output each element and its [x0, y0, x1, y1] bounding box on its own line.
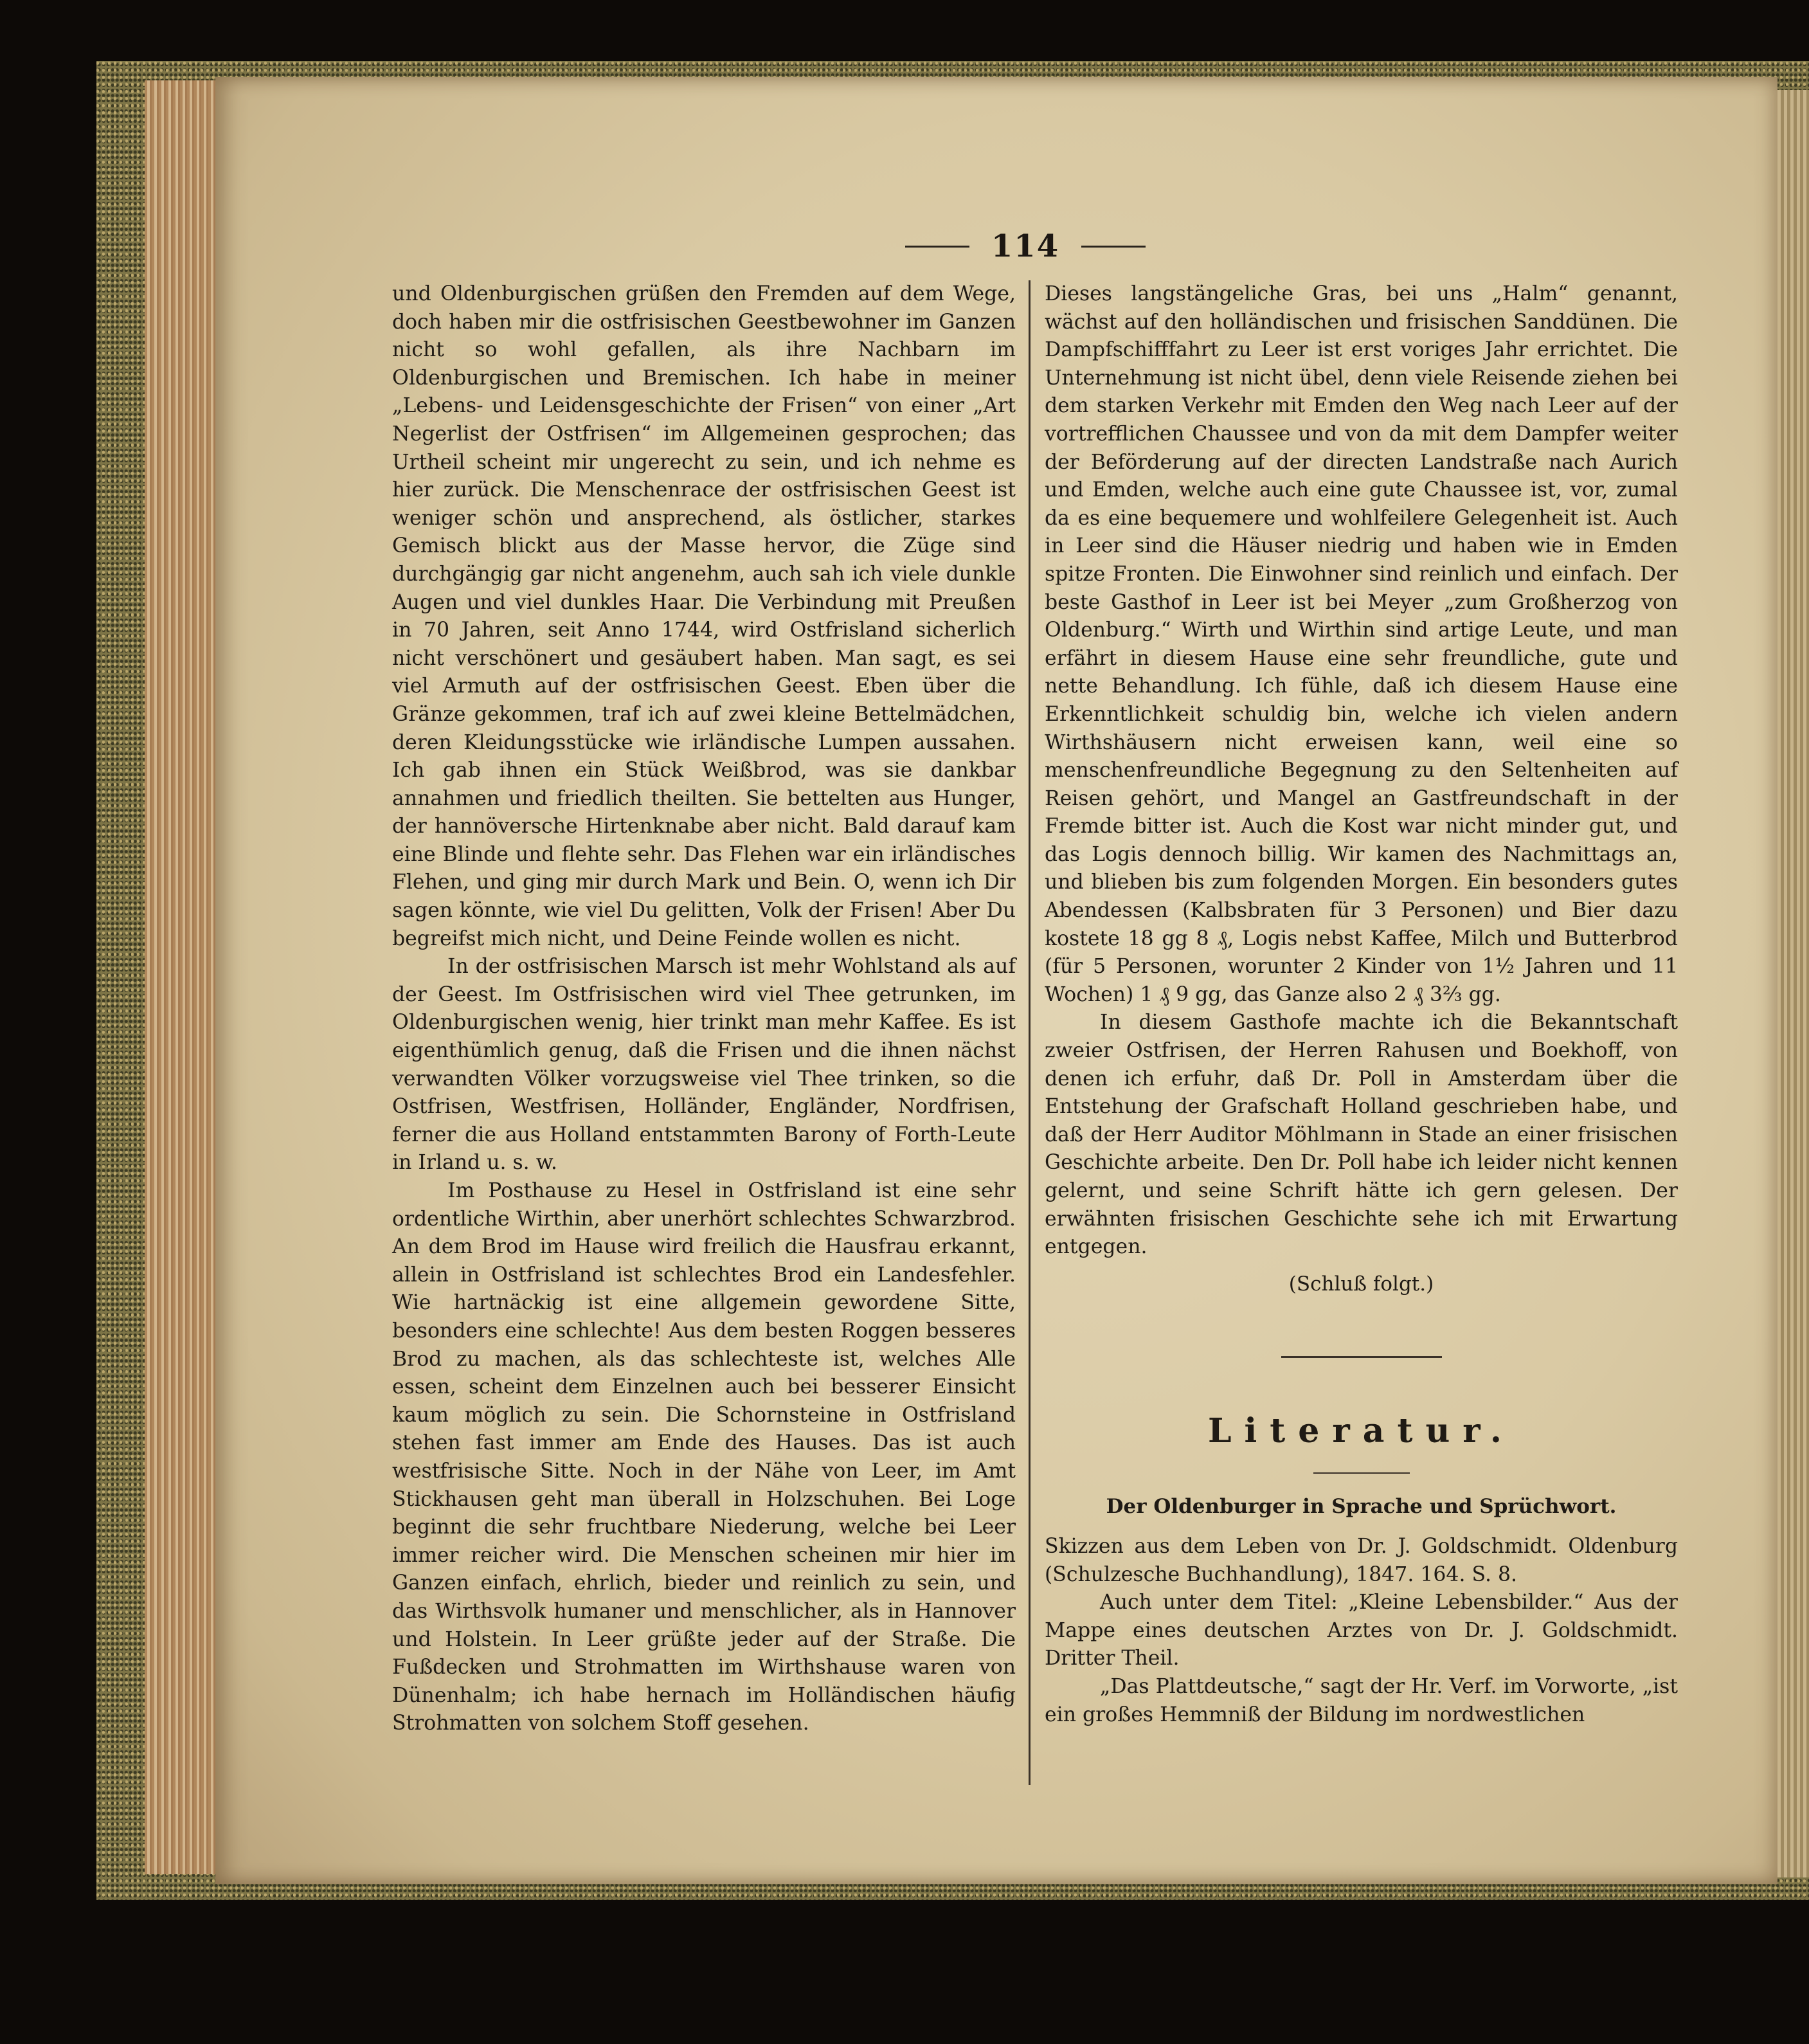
left-column: [392, 280, 1016, 1738]
paragraph: und Oldenburgischen grüßen den Fremden auf dem Wege, doch haben mir die ostfrisischen Geestbewohner im Ganzen nicht so wohl gefallen, als ihre Nachbarn im Oldenburgischen und Bremischen. Ich habe in meiner „Lebens- und Leidensgeschichte der Frisen“ von einer „Art Negerlist der Ostfrisen“ im Allgemeinen gesprochen; das Urtheil scheint mir ungerecht zu sein, und ich nehme es hier zurück. Die Menschenrace der ostfrisischen Geest ist weniger schön und ansprechend, als östlicher, starkes Gemisch blickt aus der Masse hervor, die Züge sind durchgängig gar nicht angenehm, auch sah ich viele dunkle Augen und viel dunkles Haar. Die Verbindung mit Preußen in 70 Jahren, seit Anno 1744, wird Ostfrisland sicherlich nicht verschönert und gesäubert haben. Man sagt, es sei viel Armuth auf der ostfrisischen Geest. Eben über die Gränze gekommen, traf ich auf zwei kleine Bettelmädchen, deren Kleidungsstücke wie irländische Lumpen aussahen. Ich gab ihnen ein Stück Weißbrod, was sie dankbar annahmen und friedlich theilten. Sie bettelten aus Hunger, der hannöversche Hirtenknabe aber nicht. Bald darauf kam eine Blinde und flehte sehr. Das Flehen war ein irländisches Flehen, und ging mir durch Mark und Bein. O, wenn ich Dir sagen könnte, wie viel Du gelitten, Volk der Frisen! Aber Du begreifst mich nicht, und Deine Feinde wollen es nicht.: [392, 282, 1016, 950]
paragraph: „Das Plattdeutsche,“ sagt der Hr. Verf. im Vorworte, „ist ein großes Hemmniß der Bildung im nordwestlichen: [1045, 1674, 1678, 1726]
paragraph: In der ostfrisischen Marsch ist mehr Wohlstand als auf der Geest. Im Ostfrisischen wird viel Thee getrunken, im Oldenburgischen wenig, hier trinkt man mehr Kaffee. Es ist eigenthümlich genug, daß die Frisen und die ihnen nächst verwandten Völker vorzugsweise viel Thee trinken, so die Ostfrisen, Westfrisen, Holländer, Engländer, Nordfrisen, ferner die aus Holland entstammten Barony of Forth-Leute in Irland u. s. w.: [392, 955, 1016, 1175]
continuation-note: (Schluß folgt.): [1288, 1272, 1434, 1296]
review-title: Der Oldenburger in Sprache und Sprüchwort.: [1106, 1495, 1617, 1519]
paragraph: In diesem Gasthofe machte ich die Bekanntschaft zweier Ostfrisen, der Herren Rahusen und Boekhoff, von denen ich erfuhr, daß Dr. Poll in Amsterdam über die Entstehung der Grafschaft Holland geschrieben habe, und daß der Herr Auditor Möhlmann in Stade an einer frisischen Geschichte arbeite. Den Dr. Poll habe ich leider nicht kennen gelernt, und seine Schrift hätte ich gern gelesen. Der erwähnten frisischen Geschichte sehe ich mit Erwartung entgegen.: [1045, 1011, 1678, 1259]
paragraph: Im Posthause zu Hesel in Ostfrisland ist eine sehr ordentliche Wirthin, aber unerhört schlechtes Schwarzbrod. An dem Brod im Hause wird freilich die Hausfrau erkannt, allein in Ostfrisland ist schlechtes Brod ein Landesfehler. Wie hartnäckig ist eine allgemein gewordene Sitte, besonders eine schlechte! Aus dem besten Roggen besseres Brod zu machen, als das schlechteste ist, welches Alle essen, scheint dem Einzelnen auch bei besserer Einsicht kaum möglich zu sein. Die Schornsteine in Ostfrisland stehen fast immer am Ende des Hauses. Das ist auch westfrisische Sitte. Noch in der Nähe von Leer, im Amt Stickhausen geht man überall in Holzschuhen. Bei Loge beginnt die sehr fruchtbare Niederung, welche bei Leer immer reicher wird. Die Menschen scheinen mir hier im Ganzen einfach, ehrlich, bieder und reinlich zu sein, und das Wirthsvolk humaner und menschlicher, als in Hannover und Holstein. In Leer grüßte jeder auf der Straße. Die Fußdecken und Strohmatten im Wirthshause waren von Dünenhalm; ich habe hernach im Holländischen häufig Strohmatten von solchem Stoff gesehen.: [392, 1179, 1016, 1735]
column-divider: [1029, 280, 1030, 1785]
header-rule-left: [905, 246, 969, 248]
section-heading: Literatur.: [1207, 1411, 1515, 1451]
section-rule: [1281, 1356, 1442, 1358]
heading-rule: [1313, 1472, 1410, 1474]
header-rule-right: [1081, 246, 1146, 248]
page-header: [897, 224, 1154, 269]
page-number: 114: [991, 228, 1060, 264]
paragraph: Skizzen aus dem Leben von Dr. J. Goldschmidt. Oldenburg (Schulzesche Buchhandlung), 1847. 164. S. 8.: [1045, 1534, 1678, 1586]
paragraph: Dieses langstängeliche Gras, bei uns „Halm“ genannt, wächst auf den holländischen und frisischen Sanddünen. Die Dampfschifffahrt zu Leer ist erst voriges Jahr errichtet. Die Unternehmung ist nicht übel, denn viele Reisende ziehen bei dem starken Verkehr mit Emden den Weg nach Leer auf der vortrefflichen Chaussee und von da mit dem Dampfer weiter der Beförderung auf der directen Landstraße nach Aurich und Emden, welche auch eine gute Chaussee ist, vor, zumal da es eine bequemere und wohlfeilere Gelegenheit ist. Auch in Leer sind die Häuser niedrig und haben wie in Emden spitze Fronten. Die Einwohner sind reinlich und einfach. Der beste Gasthof in Leer ist bei Meyer „zum Großherzog von Oldenburg.“ Wirth und Wirthin sind artige Leute, und man erfährt in diesem Hause eine sehr freundliche, gute und nette Behandlung. Ich fühle, daß ich diesem Hause eine Erkenntlichkeit schuldig bin, welche ich vielen andern Wirthshäusern nicht erweisen kann, weil eine so menschenfreundliche Begegnung zu den Seltenheiten auf Reisen gehört, und Mangel an Gastfreundschaft in der Fremde bitter ist. Auch die Kost war nicht minder gut, und das Logis dennoch billig. Wir kamen des Nachmittags an, und blieben bis zum folgenden Morgen. Ein besonders gutes Abendessen (Kalbsbraten für 3 Personen) und Bier dazu kostete 18 gg 8 ₰, Logis nebst Kaffee, Milch und Butterbrod (für 5 Personen, worunter 2 Kinder von 1½ Jahren und 11 Wochen) 1 ₰ 9 gg, das Ganze also 2 ₰ 3⅔ gg.: [1045, 282, 1678, 1006]
right-column: [1045, 280, 1678, 1729]
review-text: [1045, 1533, 1678, 1729]
paragraph: Auch unter dem Titel: „Kleine Lebensbilder.“ Aus der Mappe eines deutschen Arztes von Dr. J. Goldschmidt. Dritter Theil.: [1045, 1591, 1678, 1670]
